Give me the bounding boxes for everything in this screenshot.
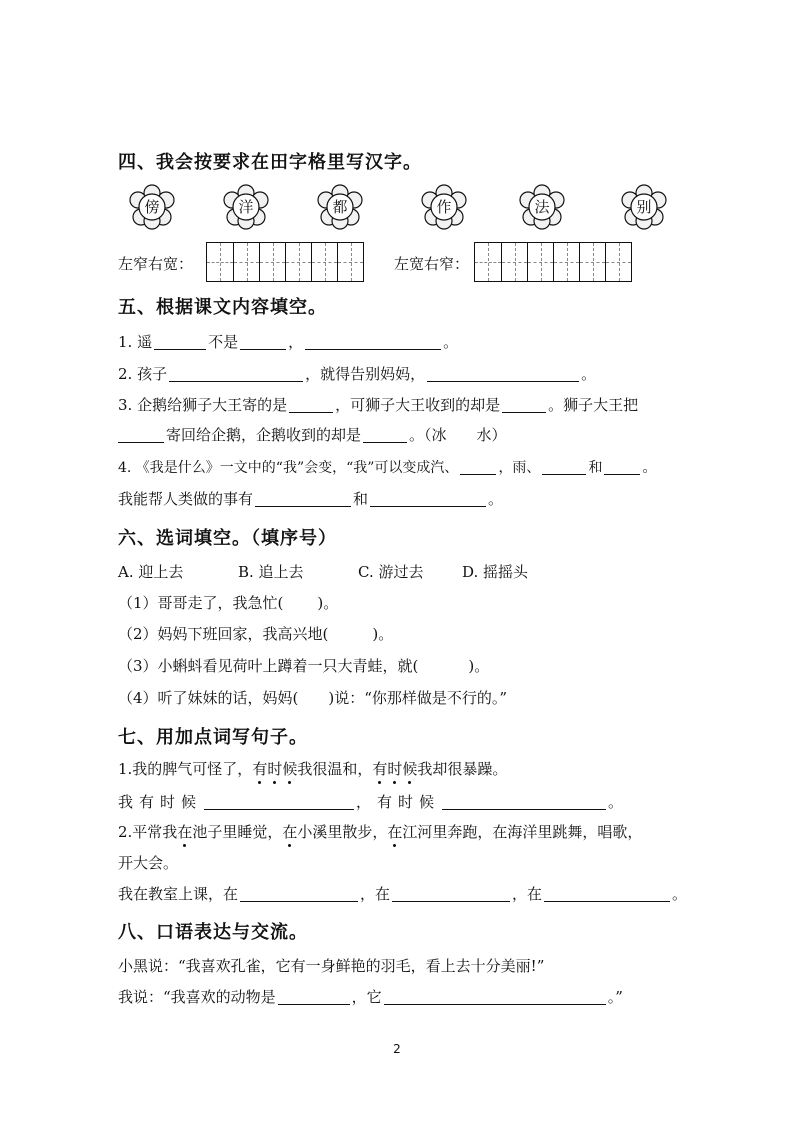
flower-char-1 <box>128 184 176 230</box>
text: 小溪里散步， <box>297 823 388 841</box>
flower-char-6 <box>620 184 668 230</box>
s6-options <box>118 562 528 582</box>
s6-q2 <box>118 624 393 644</box>
tianzige-grid-right[interactable] <box>474 242 632 282</box>
text: )。 <box>317 594 339 612</box>
blank[interactable] <box>384 989 606 1005</box>
blank[interactable] <box>392 886 510 902</box>
text: )。 <box>468 657 490 675</box>
s7-s2-line1 <box>118 822 642 842</box>
s7-s1-answer <box>118 792 623 812</box>
blank[interactable] <box>240 334 286 350</box>
s5-q2 <box>118 364 596 384</box>
text: 。 <box>488 490 504 508</box>
flower-char-3 <box>316 184 364 230</box>
blank[interactable] <box>169 366 303 382</box>
text: ，在 <box>360 885 391 903</box>
text: 我说：“我喜欢的动物是 <box>118 988 276 1006</box>
tianzige-cell[interactable] <box>285 243 311 281</box>
text: 1. 遥 <box>118 333 153 351</box>
blank[interactable] <box>255 491 351 507</box>
text: 。 <box>608 793 624 811</box>
text: ，就得告别妈妈， <box>305 365 426 383</box>
text: （4）听了妹妹的话，妈妈( <box>118 689 299 707</box>
s5-q3-line1 <box>118 395 638 415</box>
text: （3）小蝌蚪看见荷叶上蹲着一只大青蛙，就( <box>118 657 419 675</box>
blank[interactable] <box>542 459 586 475</box>
text: ， <box>288 333 304 351</box>
s6-q1 <box>118 593 338 613</box>
option-c: C. 游过去 <box>358 563 424 581</box>
text: )说：“你那样做是不行的。” <box>328 689 508 707</box>
dotted-char: 时 <box>267 760 283 778</box>
blank[interactable] <box>370 491 486 507</box>
blank[interactable] <box>544 886 670 902</box>
section-6-heading: 六、选词填空。（填序号） <box>118 528 337 549</box>
text: 和 <box>588 460 603 476</box>
text: ，有时候 <box>356 793 441 811</box>
tianzige-cell[interactable] <box>311 243 337 281</box>
s8-line1: 小黑说：“我喜欢孔雀，它有一身鲜艳的羽毛，看上去十分美丽!” <box>118 957 545 975</box>
text: 和 <box>353 490 369 508</box>
dotted-char: 在 <box>387 823 403 841</box>
section-7-heading: 七、用加点词写句子。 <box>118 727 308 748</box>
blank[interactable] <box>604 459 640 475</box>
option-d: D. 摇摇头 <box>462 563 529 581</box>
s7-s2-answer <box>118 884 687 904</box>
tianzige-cell[interactable] <box>475 243 501 281</box>
s6-q4 <box>118 688 507 708</box>
text: （2）妈妈下班回家，我高兴地( <box>118 625 329 643</box>
tianzige-cell[interactable] <box>501 243 527 281</box>
blank[interactable] <box>502 397 546 413</box>
tianzige-cell[interactable] <box>605 243 631 281</box>
text: 。 <box>642 460 657 476</box>
s5-q4-line2 <box>118 489 503 509</box>
flower-char-2 <box>222 184 270 230</box>
text: 。 <box>672 885 688 903</box>
blank[interactable] <box>305 334 441 350</box>
section-4-heading: 四、我会按要求在田字格里写汉字。 <box>118 152 422 173</box>
s5-q4-line1 <box>118 458 656 478</box>
tianzige-cell[interactable] <box>207 243 233 281</box>
flower-char: 法 <box>534 198 550 216</box>
text: 我在教室上课，在 <box>118 885 239 903</box>
blank[interactable] <box>118 427 164 443</box>
text: 我却很暴躁。 <box>417 760 508 778</box>
s7-s1 <box>118 759 507 779</box>
dotted-char: 候 <box>402 760 418 778</box>
text: （1）哥哥走了，我急忙( <box>118 594 284 612</box>
section-5-heading: 五、根据课文内容填空。 <box>118 297 327 318</box>
text: ，可狮子大王收到的却是 <box>335 396 501 414</box>
blank[interactable] <box>427 366 579 382</box>
tianzige-cell[interactable] <box>527 243 553 281</box>
text: 1.我的脾气可怪了， <box>118 760 253 778</box>
blank[interactable] <box>240 886 358 902</box>
option-a: A. 迎上去 <box>118 563 184 581</box>
text: 不是 <box>208 333 239 351</box>
blank[interactable] <box>154 334 206 350</box>
text: 寄回给企鹅，企鹅收到的却是 <box>166 426 362 444</box>
text: ，雨、 <box>498 460 541 476</box>
dotted-char: 有 <box>252 760 268 778</box>
blank[interactable] <box>363 427 407 443</box>
text: 。 <box>581 365 597 383</box>
section-8-heading: 八、口语表达与交流。 <box>118 922 308 943</box>
page-number: 2 <box>393 1042 401 1056</box>
flower-char: 都 <box>332 198 348 216</box>
text: 2.平常我 <box>118 823 178 841</box>
text: 池子里睡觉， <box>192 823 283 841</box>
text: )。 <box>372 625 394 643</box>
blank[interactable] <box>442 794 606 810</box>
text: ，在 <box>512 885 543 903</box>
text: 4. 《我是什么》一文中的“我”会变，“我”可以变成汽、 <box>118 460 459 476</box>
dotted-char: 有 <box>372 760 388 778</box>
flower-char: 别 <box>636 198 652 216</box>
flower-char: 洋 <box>238 198 254 216</box>
flower-char: 作 <box>436 198 452 216</box>
tianzige-cell[interactable] <box>337 243 363 281</box>
tianzige-cell[interactable] <box>553 243 579 281</box>
text: ，它 <box>351 988 382 1006</box>
text: 。” <box>607 988 623 1006</box>
flower-char-5 <box>518 184 566 230</box>
blank[interactable] <box>460 459 496 475</box>
flower-char: 傍 <box>144 198 160 216</box>
text: 。（冰 水） <box>409 426 507 444</box>
s8-line2 <box>118 987 623 1007</box>
tianzige-cell[interactable] <box>579 243 605 281</box>
text: 3. 企鹅给狮子大王寄的是 <box>118 396 288 414</box>
dotted-char: 在 <box>282 823 298 841</box>
s6-q3 <box>118 656 489 676</box>
s5-q3-line2 <box>118 425 507 445</box>
text: 我很温和， <box>297 760 373 778</box>
dotted-char: 时 <box>387 760 403 778</box>
text: 我有时候 <box>118 793 203 811</box>
dotted-char: 在 <box>177 823 193 841</box>
tianzige-cell[interactable] <box>259 243 285 281</box>
blank[interactable] <box>289 397 333 413</box>
flower-char-4 <box>420 184 468 230</box>
text: 我能帮人类做的事有 <box>118 490 254 508</box>
dotted-char: 候 <box>282 760 298 778</box>
blank[interactable] <box>204 794 354 810</box>
text: 2. 孩子 <box>118 365 168 383</box>
blank[interactable] <box>278 989 350 1005</box>
tianzige-grid-left[interactable] <box>206 242 364 282</box>
text: 。 <box>443 333 459 351</box>
s5-q1 <box>118 332 458 352</box>
tianzige-cell[interactable] <box>233 243 259 281</box>
right-narrow-label: 左宽右窄： <box>394 255 470 273</box>
s7-s2-line2: 开大会。 <box>118 854 179 872</box>
text: 江河里奔跑，在海洋里跳舞，唱歌， <box>402 823 643 841</box>
left-narrow-label: 左窄右宽： <box>118 255 194 273</box>
text: 。狮子大王把 <box>548 396 639 414</box>
option-b: B. 追上去 <box>238 563 304 581</box>
